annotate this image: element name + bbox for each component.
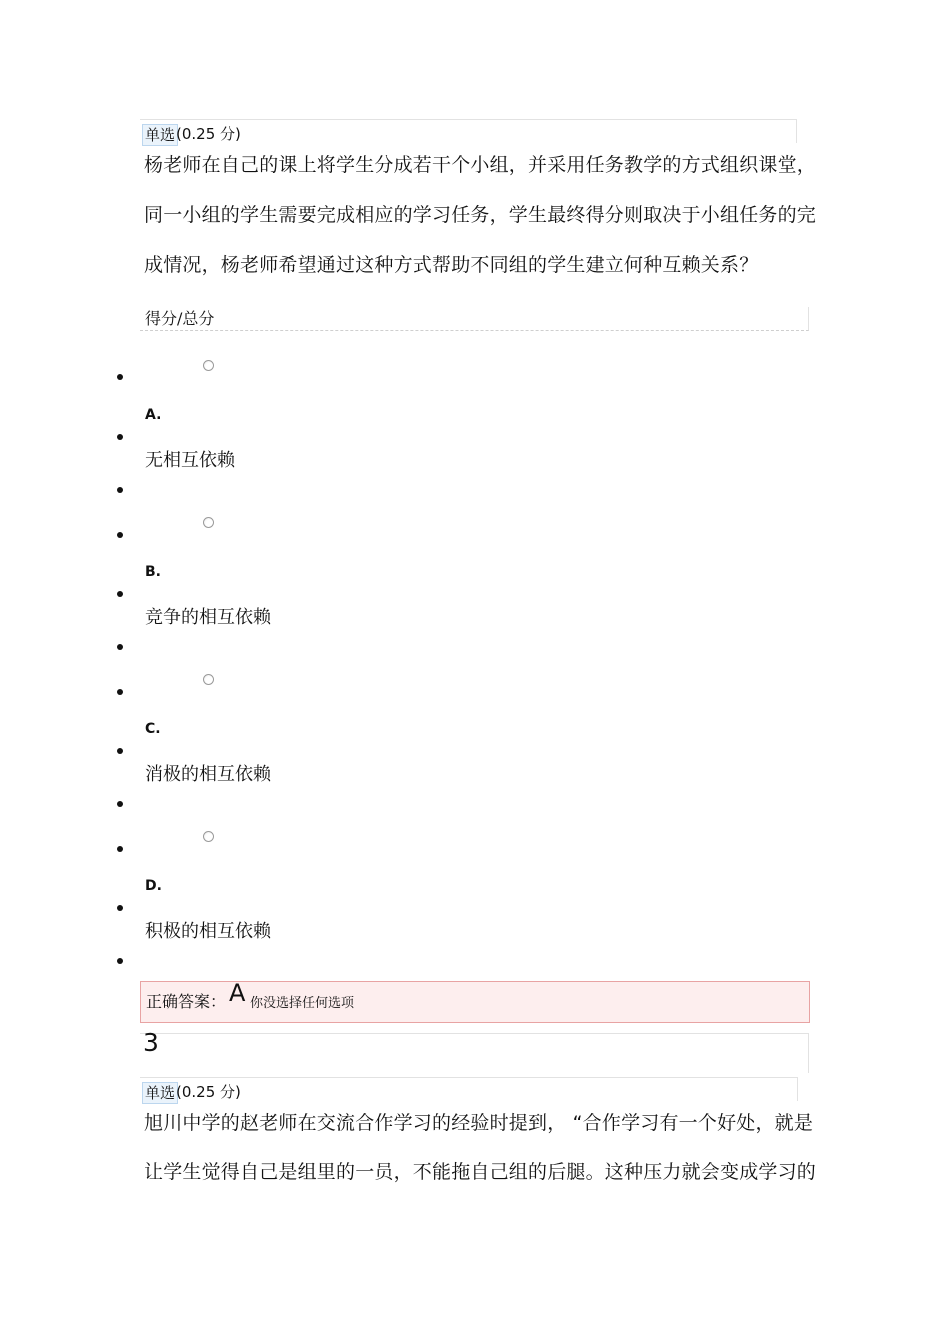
list-bullet xyxy=(117,846,123,852)
question-text-line: 旭川中学的赵老师在交流合作学习的经验时提到， “合作学习有一个好处，就是 xyxy=(144,1112,814,1134)
list-bullet xyxy=(117,801,123,807)
question-type-tag: 单选 xyxy=(142,124,178,146)
option-d-text[interactable]: 积极的相互依赖 xyxy=(145,921,271,942)
question-score: (0.25 分) xyxy=(176,1083,241,1101)
list-bullet xyxy=(117,374,123,380)
question-text-line: 同一小组的学生需要完成相应的学习任务，学生最终得分则取决于小组任务的完 xyxy=(144,204,817,226)
option-a-radio[interactable] xyxy=(203,360,214,371)
question-text-line: 让学生觉得自己是组里的一员，不能拖自己组的后腿。这种压力就会变成学习的 xyxy=(144,1161,817,1183)
option-c-radio[interactable] xyxy=(203,674,214,685)
score-header-box xyxy=(140,307,809,331)
question-type-tag: 单选 xyxy=(142,1082,178,1104)
question-text-line: 杨老师在自己的课上将学生分成若干个小组，并采用任务教学的方式组织课堂， xyxy=(144,154,817,176)
list-bullet xyxy=(117,689,123,695)
list-bullet xyxy=(117,591,123,597)
option-a-text[interactable]: 无相互依赖 xyxy=(145,450,235,471)
list-bullet xyxy=(117,748,123,754)
question-score: (0.25 分) xyxy=(176,125,241,143)
list-bullet xyxy=(117,487,123,493)
correct-answer-value: A xyxy=(229,979,246,1007)
list-bullet xyxy=(117,434,123,440)
option-b-radio[interactable] xyxy=(203,517,214,528)
question-text-line: 成情况，杨老师希望通过这种方式帮助不同组的学生建立何种互赖关系？ xyxy=(144,254,759,276)
option-b-letter: B. xyxy=(145,564,161,580)
option-c-letter: C. xyxy=(145,721,161,737)
option-d-letter: D. xyxy=(145,878,162,894)
correct-answer-label: 正确答案： xyxy=(146,992,227,1011)
list-bullet xyxy=(117,958,123,964)
question-number: 3 xyxy=(143,1028,159,1057)
question-number-box xyxy=(140,1033,809,1073)
score-header: 得分/总分 xyxy=(145,309,215,328)
list-bullet xyxy=(117,905,123,911)
option-d-radio[interactable] xyxy=(203,831,214,842)
option-c-text[interactable]: 消极的相互依赖 xyxy=(145,764,271,785)
list-bullet xyxy=(117,532,123,538)
list-bullet xyxy=(117,644,123,650)
answer-feedback: 你没选择任何选项 xyxy=(250,996,355,1011)
option-a-letter: A. xyxy=(145,407,162,423)
option-b-text[interactable]: 竞争的相互依赖 xyxy=(145,607,271,628)
